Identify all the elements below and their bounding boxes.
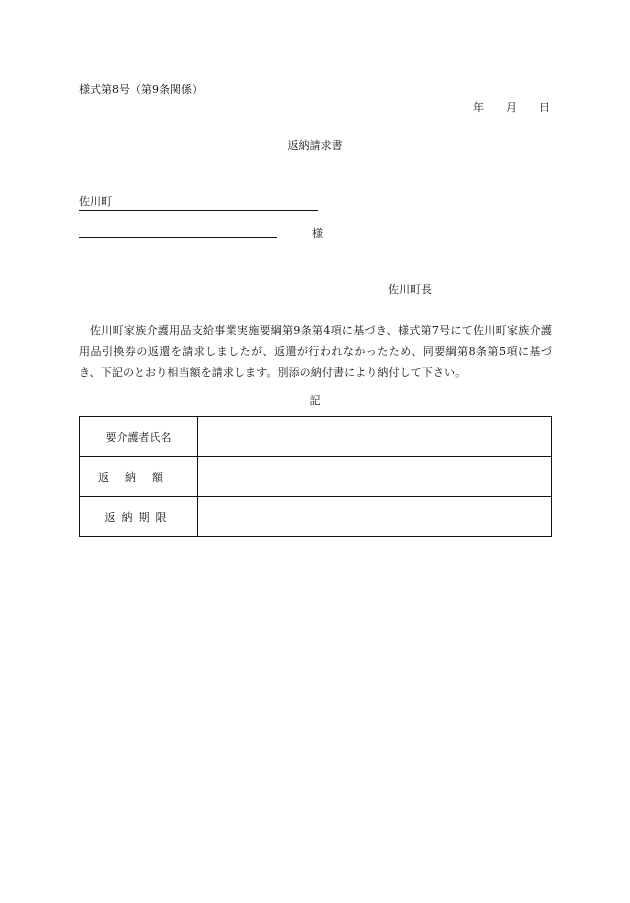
row-value-refund-amount	[198, 457, 552, 497]
row-label-refund-deadline: 返納期限	[80, 497, 198, 537]
date-year-label: 年	[473, 101, 484, 114]
row-label-care-recipient-name: 要介護者氏名	[80, 417, 198, 457]
row-value-refund-deadline	[198, 497, 552, 537]
document-title: 返納請求書	[287, 139, 343, 152]
date-line	[473, 99, 550, 115]
record-mark: 記	[309, 394, 321, 407]
table-row	[80, 417, 552, 457]
table-row	[80, 497, 552, 537]
row-label-refund-amount: 返納額	[80, 457, 198, 497]
row-value-care-recipient-name	[198, 417, 552, 457]
recipient-town: 佐川町	[79, 193, 318, 211]
info-table	[79, 416, 552, 537]
form-number: 様式第8号（第9条関係）	[79, 83, 203, 96]
body-text: 佐川町家族介護用品支給事業実施要綱第9条第4項に基づき、様式第7号にて佐川町家族介護用品引換券の返還を請求しましたが、返還が行われなかったため、同要綱第8条第5項に基づき、下記のとおり相当額を請求します。別添の納付書により納付して下さい。	[79, 324, 552, 379]
table-row	[80, 457, 552, 497]
sender-name: 佐川町長	[388, 283, 432, 296]
date-day-label: 日	[539, 101, 550, 114]
date-month-label: 月	[506, 101, 517, 114]
recipient-name-line	[79, 236, 277, 238]
recipient-honorific: 様	[312, 227, 323, 240]
